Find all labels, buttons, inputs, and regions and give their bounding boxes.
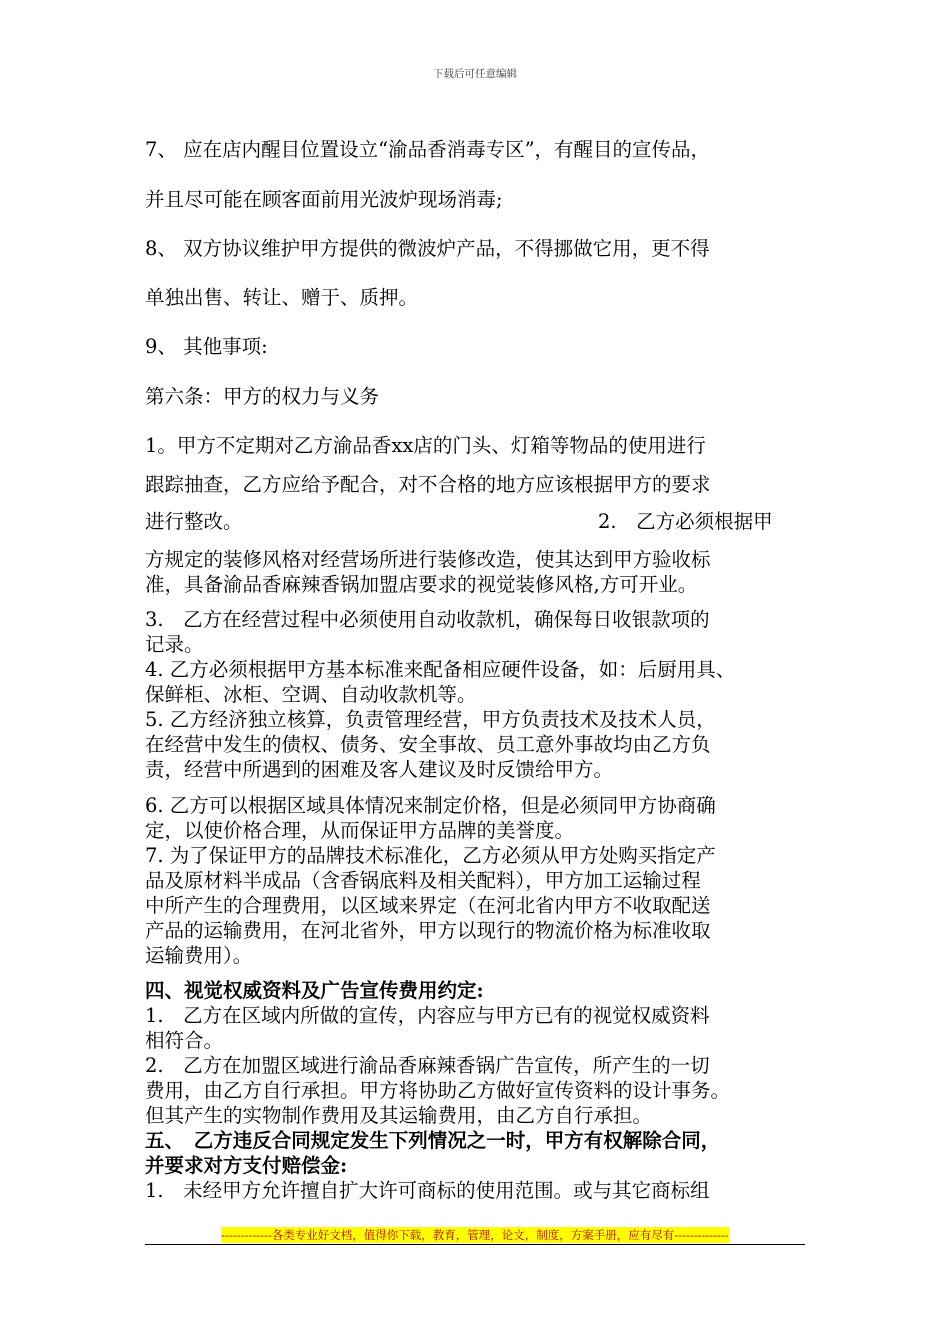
text-line: 6. 乙方可以根据区域具体情况来制定价格，但是必须同甲方协商确 [145, 794, 716, 817]
text-line: 保鲜柜、冰柜、空调、自动收款机等。 [145, 683, 477, 706]
text-line: 7、 应在店内醒目位置设立“渝品香消毒专区”，有醒目的宣传品， [145, 138, 711, 161]
text-line: 8、 双方协议维护甲方提供的微波炉产品，不得挪做它用，更不得 [145, 237, 710, 260]
section-heading: 第六条：甲方的权力与义务 [145, 385, 380, 408]
text-line: 产品的运输费用，在河北省外，甲方以现行的物流价格为标准收取 [145, 919, 711, 942]
text-line: 相符合。 [145, 1029, 224, 1052]
text-line: 2. 乙方在加盟区域进行渝品香麻辣香锅广告宣传，所产生的一切 [145, 1054, 710, 1077]
text-line: 1。甲方不定期对乙方渝品香xx店的门头、灯箱等物品的使用进行 [145, 434, 706, 457]
text-line: 9、 其他事项: [145, 335, 268, 358]
footer-divider [145, 1244, 805, 1245]
text-line: 1. 乙方在区域内所做的宣传，内容应与甲方已有的视觉权威资料 [145, 1004, 710, 1027]
text-line: 记录。 [145, 633, 204, 656]
text-line: 准，具备渝品香麻辣香锅加盟店要求的视觉装修风格,方可开业。 [145, 573, 698, 596]
text-line: 2. 乙方必须根据甲 [598, 510, 773, 533]
text-line: 7. 为了保证甲方的品牌技术标准化，乙方必须从甲方处购买指定产 [145, 844, 716, 867]
section-heading: 四、视觉权威资料及广告宣传费用约定: [145, 979, 484, 1002]
text-line: 但其产生的实物制作费用及其运输费用，由乙方自行承担。 [145, 1104, 653, 1127]
footer-banner [0, 1227, 950, 1243]
text-line: 进行整改。 [145, 510, 243, 533]
text-line: 1. 未经甲方允许擅自扩大许可商标的使用范围。或与其它商标组 [145, 1179, 710, 1202]
section-heading: 五、 乙方违反合同规定发生下列情况之一时，甲方有权解除合同， [145, 1129, 721, 1152]
text-line: 4. 乙方必须根据甲方基本标准来配备相应硬件设备，如：后厨用具、 [145, 658, 736, 681]
text-line: 费用，由乙方自行承担。甲方将协助乙方做好宣传资料的设计事务。 [145, 1079, 731, 1102]
text-line: 责，经营中所遇到的困难及客人建议及时反馈给甲方。 [145, 758, 614, 781]
text-line: 运输费用）。 [145, 944, 253, 967]
text-line: 并且尽可能在顾客面前用光波炉现场消毒; [145, 188, 503, 211]
text-line: 品及原材料半成品（含香锅底料及相关配料），甲方加工运输过程 [145, 869, 701, 892]
text-line: 单独出售、转让、赠于、质押。 [145, 286, 419, 309]
text-line: 3. 乙方在经营过程中必须使用自动收款机，确保每日收银款项的 [145, 608, 710, 631]
text-line: 跟踪抽查，乙方应给予配合，对不合格的地方应该根据甲方的要求 [145, 473, 711, 496]
text-line: 在经营中发生的债权、债务、安全事故、员工意外事故均由乙方负 [145, 733, 711, 756]
text-line: 方规定的装修风格对经营场所进行装修改造，使其达到甲方验收标 [145, 548, 711, 571]
text-line: 中所产生的合理费用，以区域来界定（在河北省内甲方不收取配送 [145, 894, 711, 917]
text-line: 定，以使价格合理，从而保证甲方品牌的美誉度。 [145, 819, 575, 842]
page-header: 下载后可任意编辑 [433, 68, 517, 80]
footer-banner-text: -------------各类专业好文档，值得你下载，教育，管理，论文，制度，方案手册，应有尽有-------------- [221, 1228, 729, 1242]
text-line: 5. 乙方经济独立核算，负责管理经营，甲方负责技术及技术人员， [145, 708, 716, 731]
section-heading: 并要求对方支付赔偿金: [145, 1154, 348, 1177]
